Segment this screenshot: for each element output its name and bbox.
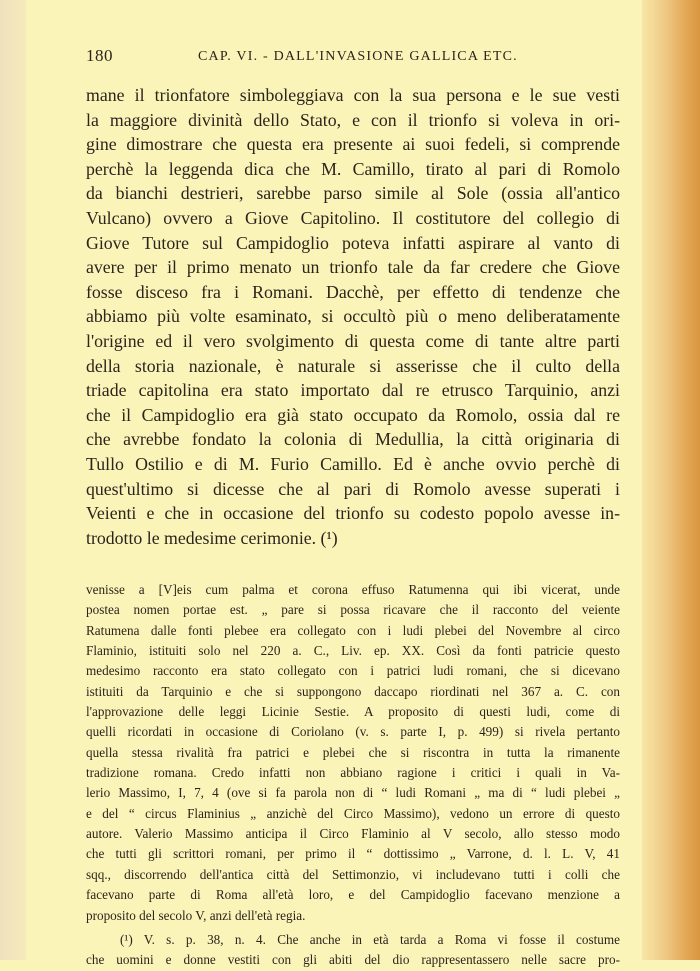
footnote-line: che tutti gli scrittori romani, per primo il “ dottissimo „ Varrone, d. l. L. V, 41 [86,846,620,862]
footnote-line: facevano parte di Roma all'età loro, e del Campidoglio facevano menzione a [86,887,620,903]
footnote-line: sqq., discorrendo dell'antica città del Settimonzio, vi includevano tutti i colli che [86,866,620,882]
footnote-line: istituiti da Tarquinio e che si suppongono daccapo riordinati nel 367 a. C. con [86,683,620,699]
footnote-1-line: che uomini e donne vestiti con gli abiti del dio rappresentassero nelle sacre pro- [86,952,620,968]
main-text-line: Giove Tutore sul Campidoglio poteva infatti aspirare al vanto di [86,232,620,253]
footnote-line: proposito del secolo V, anzi dell'età regia. [86,907,306,923]
main-text-line: che il Campidoglio era già stato occupato da Romolo, ossia dal re [86,404,620,425]
footnote-line: venisse a [V]eis cum palma et corona effuso Ratumenna qui ibi vicerat, unde [86,582,620,597]
footnote-line: l'approvazione delle leggi Licinie Sestie. A proposito di questi ludi, come di [86,704,620,720]
main-text-line: avere per il primo menato un trionfo tale da far credere che Giove [86,257,620,278]
main-text-line: perchè la leggenda dica che M. Camillo, tirato al pari di Romolo [86,158,620,179]
running-head: CAP. VI. - DALL'INVASIONE GALLICA ETC. [198,49,518,64]
main-text-line: abbiamo più volte esaminato, si occultò più o meno deliberatamente [86,306,620,327]
footnote-line: Flaminio, istituiti solo nel 220 a. C., Liv. ep. XX. Così da fonti patricie questo [86,643,620,659]
main-text-line: trodotto le medesime cerimonie. (¹) [86,527,338,548]
footnote-line: lerio Massimo, I, 7, 4 (ove si fa parola non di “ ludi Romani „ ma di “ ludi plebei „ [86,785,620,801]
main-text-line: fosse disceso fra i Romani. Dacchè, per effetto di tendenze che [86,281,620,302]
main-text-line: che avrebbe fondato la colonia di Medullia, la città originaria di [86,429,620,450]
page-right-edge [642,0,700,960]
main-text-line: Vulcano) ovvero a Giove Capitolino. Il costitutore del collegio di [86,207,620,228]
footnote-line: quella stessa rivalità fra patrici e plebei che si riscontra in tutta la rimanente [86,744,620,760]
main-text-line: Veienti e che in occasione del trionfo su codesto popolo avesse in- [86,503,620,524]
main-text-line: da bianchi destrieri, sarebbe parso simile al Sole (ossia all'antico [86,183,620,204]
main-text-line: mane il trionfatore simboleggiava con la sua persona e le sue vesti [86,85,620,105]
main-text-line: la maggiore divinità dello Stato, e con il trionfo si voleva in ori- [86,109,620,130]
main-text-line: della storia nazionale, è naturale si asserisse che il culto della [86,355,620,376]
page-header [86,46,626,72]
footnote-line: autore. Valerio Massimo anticipa il Circo Flaminio al V secolo, allo stesso modo [86,826,620,842]
footnote-line: Ratumena dalle fonti plebee era collegato con i ludi plebei del Novembre al circo [86,622,620,638]
footnote-1-line: (¹) V. s. p. 38, n. 4. Che anche in età tarda a Roma vi fosse il costume [120,931,620,947]
footnote-line: quelli ricordati in occasione di Coriolano (v. s. parte I, p. 499) si rivela pertanto [86,724,620,740]
main-text-line: l'origine ed il vero svolgimento di questa come di tante altre parti [86,330,620,351]
main-text-line: gine dimostrare che questa era presente ai suoi fedeli, si comprende [86,134,620,155]
main-text-line: quest'ultimo si dicesse che al pari di Romolo avesse superati i [86,478,620,499]
page-left-edge [0,0,26,960]
footnote-line: tradizione romana. Credo infatti non abbiano ragione i critici i quali in Va- [86,765,620,781]
page-number: 180 [86,46,113,65]
footnote-line: postea nomen portae est. „ pare si possa ricavare che il racconto del veiente [86,602,620,618]
footnote-line: e del “ circus Flaminius „ anzichè del Circo Massimo), vedono un errore di questo [86,805,620,821]
main-text-line: triade capitolina era stato importato dal re etrusco Tarquinio, anzi [86,380,620,401]
main-text [86,83,620,550]
footnote-line: medesimo racconto era stato collegato con i patrici ludi romani, che si dicevano [86,663,620,679]
main-text-line: Tullo Ostilio e di M. Furio Camillo. Ed è anche ovvio perchè di [86,453,620,474]
footnotes [86,580,620,971]
